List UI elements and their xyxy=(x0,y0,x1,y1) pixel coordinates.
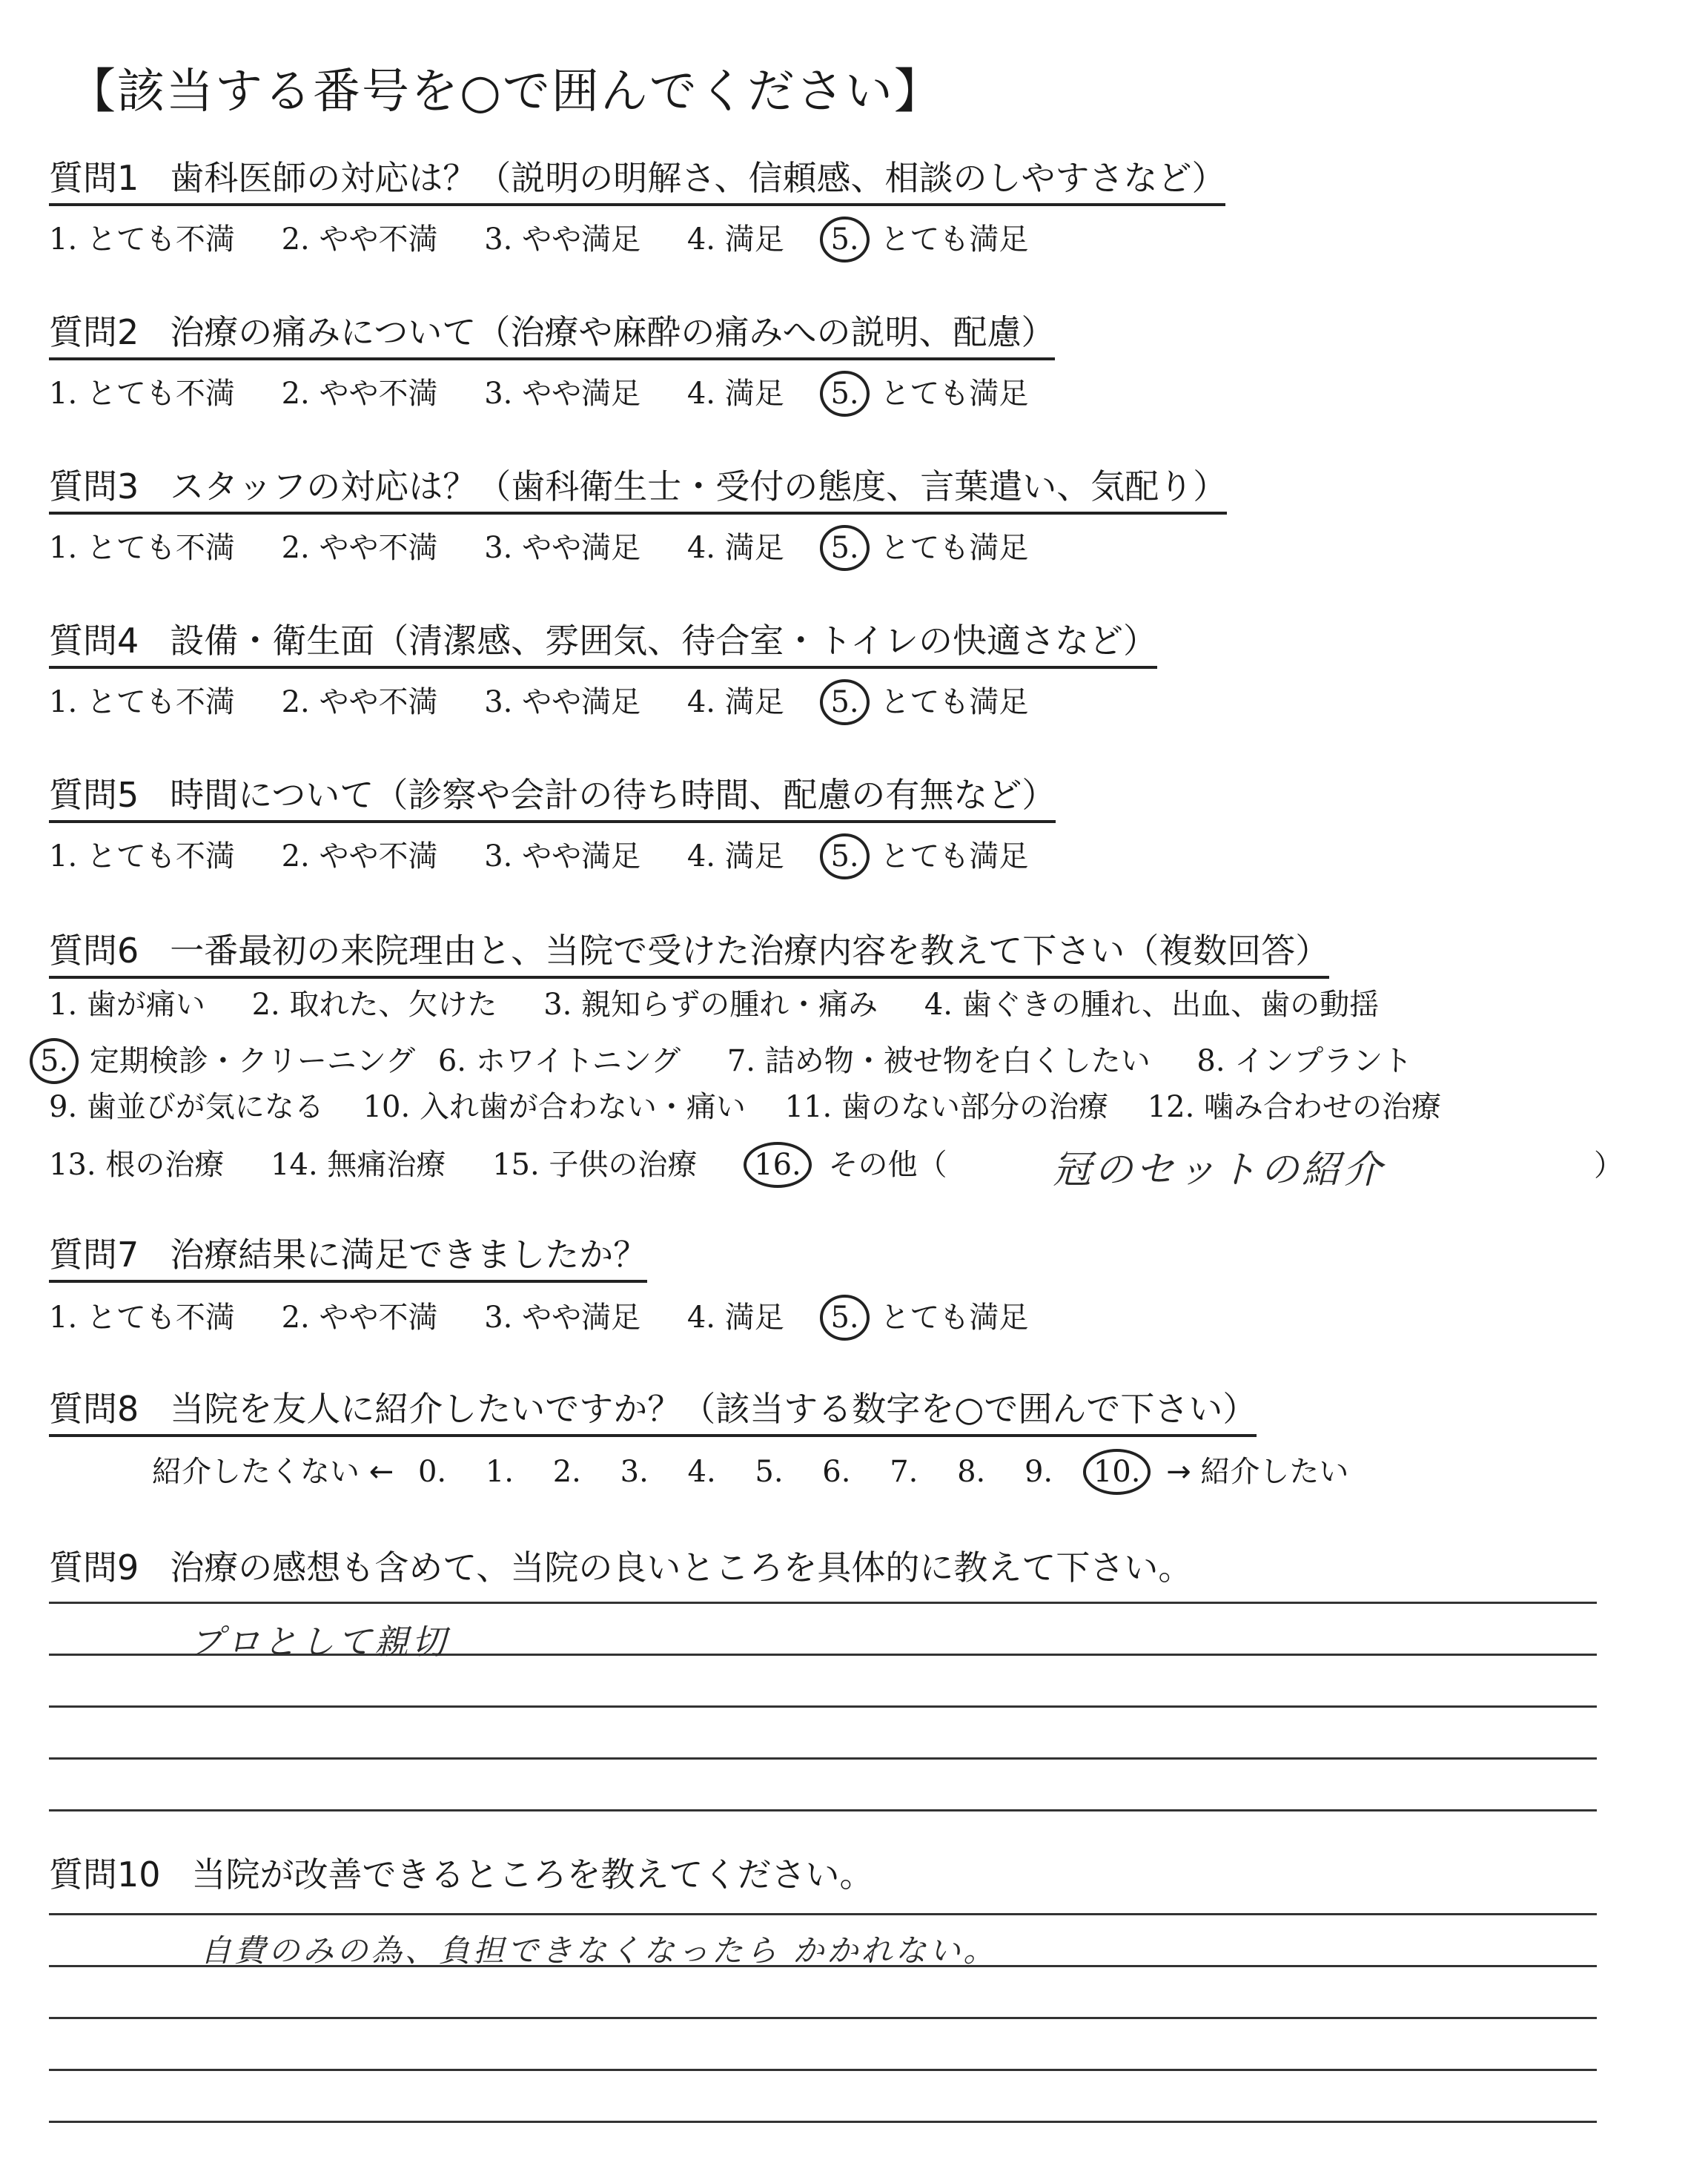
question-9-number: 質問9 xyxy=(49,1548,139,1588)
answer-line xyxy=(49,2069,1597,2071)
option-4[interactable]: 4. 満足 xyxy=(686,685,784,719)
question-8-title xyxy=(49,1388,1257,1437)
question-5-title xyxy=(49,774,1056,823)
question-3-title xyxy=(49,466,1227,515)
question-7-title xyxy=(49,1234,647,1283)
scale-point-9[interactable]: 9. xyxy=(1024,1455,1053,1489)
question-3-options xyxy=(49,525,1065,571)
option-1[interactable]: 1. とても不満 xyxy=(49,1301,235,1335)
reason-option-8[interactable]: 8. インプラント xyxy=(1196,1044,1413,1078)
option-5-label: とても満足 xyxy=(880,222,1029,257)
option-4[interactable]: 4. 満足 xyxy=(686,1301,784,1335)
reason-option-11[interactable]: 11. 歯のない部分の治療 xyxy=(784,1090,1108,1124)
question-6-row-3 xyxy=(49,1089,1441,1126)
reason-option-15[interactable]: 15. 子供の治療 xyxy=(492,1148,698,1182)
reason-option-3[interactable]: 3. 親知らずの腫れ・痛み xyxy=(543,988,878,1022)
reason-option-14[interactable]: 14. 無痛治療 xyxy=(271,1148,446,1182)
reason-option-16-selected[interactable] xyxy=(744,1142,813,1188)
option-3[interactable]: 3. やや満足 xyxy=(484,839,641,873)
reason-option-5-label: 定期検診・クリーニング xyxy=(89,1044,416,1078)
option-2[interactable]: 2. やや不満 xyxy=(281,531,438,565)
option-3[interactable]: 3. やや満足 xyxy=(484,1301,641,1335)
scale-point-5[interactable]: 5. xyxy=(755,1455,784,1489)
reason-option-10[interactable]: 10. 入れ歯が合わない・痛い xyxy=(363,1090,746,1124)
scale-right-label: → 紹介したい xyxy=(1166,1455,1349,1489)
reason-option-2[interactable]: 2. 取れた、欠けた xyxy=(251,988,497,1022)
option-3[interactable]: 3. やや満足 xyxy=(484,377,641,411)
option-3[interactable]: 3. やや満足 xyxy=(484,531,641,565)
option-1[interactable]: 1. とても不満 xyxy=(49,685,235,719)
question-4-title xyxy=(49,620,1157,669)
option-1[interactable]: 1. とても不満 xyxy=(49,222,235,257)
answer-line xyxy=(49,2017,1597,2019)
other-close-paren: ） xyxy=(1594,1149,1623,1183)
scale-point-0[interactable]: 0. xyxy=(417,1455,447,1489)
question-1-options xyxy=(49,217,1065,262)
option-4[interactable]: 4. 満足 xyxy=(686,222,784,257)
answer-line xyxy=(49,1602,1597,1604)
option-5-label: とても満足 xyxy=(880,839,1029,873)
option-4[interactable]: 4. 満足 xyxy=(686,377,784,411)
question-2-title xyxy=(49,311,1055,360)
reason-option-6[interactable]: 6. ホワイトニング xyxy=(437,1044,681,1078)
scale-point-1[interactable]: 1. xyxy=(485,1455,514,1489)
question-5-options xyxy=(49,833,1065,879)
selection-circle: 5. xyxy=(820,217,869,262)
answer-line xyxy=(49,1913,1597,1915)
answer-line xyxy=(49,2121,1597,2123)
question-10-title xyxy=(49,1854,874,1900)
scale-point-8[interactable]: 8. xyxy=(957,1455,986,1489)
recommend-scale xyxy=(152,1449,1348,1495)
option-4[interactable]: 4. 満足 xyxy=(686,839,784,873)
reason-option-9[interactable]: 9. 歯並びが気になる xyxy=(49,1090,324,1124)
other-label: その他（ xyxy=(828,1148,947,1182)
option-2[interactable]: 2. やや不満 xyxy=(281,377,438,411)
answer-line xyxy=(49,1757,1597,1760)
option-1[interactable]: 1. とても不満 xyxy=(49,839,235,873)
option-5-selected[interactable] xyxy=(830,371,1028,417)
scale-left-label: 紹介したくない ← xyxy=(152,1455,394,1489)
option-4[interactable]: 4. 満足 xyxy=(686,531,784,565)
answer-line xyxy=(49,1809,1597,1811)
option-5-label: とても満足 xyxy=(880,531,1029,565)
reason-option-5-selected[interactable] xyxy=(30,1038,415,1084)
selection-circle: 5. xyxy=(820,679,869,725)
selection-circle: 5. xyxy=(30,1038,79,1084)
question-5-number: 質問5 xyxy=(49,775,139,815)
question-1-title xyxy=(49,157,1225,206)
question-4-text: 設備・衛生面（清潔感、雰囲気、待合室・トイレの快適さなど） xyxy=(170,621,1157,661)
option-5-selected[interactable] xyxy=(830,833,1028,879)
option-5-label: とても満足 xyxy=(880,377,1029,411)
scale-point-10-selected[interactable]: 10. xyxy=(1083,1449,1151,1495)
question-10-text: 当院が改善できるところを教えてください。 xyxy=(191,1855,874,1895)
selection-circle: 5. xyxy=(820,371,869,417)
question-10-number: 質問10 xyxy=(49,1855,161,1895)
question-10-handwritten-answer[interactable]: 自費のみの為、負担できなくなったら かかれない。 xyxy=(200,1932,998,1969)
question-2-text: 治療の痛みについて（治療や麻酔の痛みへの説明、配慮） xyxy=(170,312,1056,352)
reason-option-13[interactable]: 13. 根の治療 xyxy=(49,1148,225,1182)
option-1[interactable]: 1. とても不満 xyxy=(49,377,235,411)
question-6-number: 質問6 xyxy=(49,931,139,971)
scale-point-3[interactable]: 3. xyxy=(620,1455,649,1489)
reason-option-4[interactable]: 4. 歯ぐきの腫れ、出血、歯の動揺 xyxy=(924,988,1380,1022)
selection-circle: 5. xyxy=(820,525,869,571)
question-3-text: スタッフの対応は？（歯科衛生士・受付の態度、言葉遣い、気配り） xyxy=(170,466,1228,506)
option-5-selected[interactable] xyxy=(830,1295,1028,1341)
question-3-number: 質問3 xyxy=(49,466,139,506)
selection-circle: 16. xyxy=(744,1142,812,1188)
option-5-selected[interactable] xyxy=(830,217,1028,262)
question-6-text: 一番最初の来院理由と、当院で受けた治療内容を教えて下さい（複数回答） xyxy=(170,931,1330,971)
question-7-number: 質問7 xyxy=(49,1235,139,1275)
option-2[interactable]: 2. やや不満 xyxy=(281,839,438,873)
question-7-text: 治療結果に満足できましたか？ xyxy=(170,1235,648,1275)
selection-circle: 5. xyxy=(820,1295,869,1341)
scale-point-2[interactable]: 2. xyxy=(552,1455,581,1489)
question-2-number: 質問2 xyxy=(49,312,139,352)
question-1-number: 質問1 xyxy=(49,158,139,198)
option-5-label: とても満足 xyxy=(880,1301,1029,1335)
scale-point-6[interactable]: 6. xyxy=(822,1455,851,1489)
option-3[interactable]: 3. やや満足 xyxy=(484,685,641,719)
option-5-selected[interactable] xyxy=(830,679,1028,725)
question-9-handwritten-answer[interactable]: プロとして親切 xyxy=(189,1622,448,1662)
question-4-number: 質問4 xyxy=(49,621,139,661)
option-5-label: とても満足 xyxy=(880,685,1029,719)
option-3[interactable]: 3. やや満足 xyxy=(484,222,641,257)
question-6-row-1 xyxy=(49,986,1416,1023)
question-8-text: 当院を友人に紹介したいですか？（該当する数字を○で囲んで下さい） xyxy=(170,1389,1257,1429)
question-9-title xyxy=(49,1547,1192,1593)
reason-option-1[interactable]: 1. 歯が痛い xyxy=(49,988,205,1022)
option-2[interactable]: 2. やや不満 xyxy=(281,1301,438,1335)
option-5-selected[interactable] xyxy=(830,525,1028,571)
option-2[interactable]: 2. やや不満 xyxy=(281,685,438,719)
option-2[interactable]: 2. やや不満 xyxy=(281,222,438,257)
question-2-options xyxy=(49,371,1065,417)
scale-point-7[interactable]: 7. xyxy=(890,1455,918,1489)
reason-option-12[interactable]: 12. 噛み合わせの治療 xyxy=(1147,1090,1442,1124)
form-header: 【該当する番号を○で囲んでください】 xyxy=(68,65,943,119)
question-6-row-4 xyxy=(49,1142,984,1188)
question-5-text: 時間について（診察や会計の待ち時間、配慮の有無など） xyxy=(170,775,1056,815)
option-1[interactable]: 1. とても不満 xyxy=(49,531,235,565)
question-7-options xyxy=(49,1295,1065,1341)
other-handwritten-answer[interactable]: 冠のセットの紹介 xyxy=(1053,1148,1386,1192)
question-1-text: 歯科医師の対応は？（説明の明解さ、信頼感、相談のしやすさなど） xyxy=(170,158,1226,198)
scale-point-4[interactable]: 4. xyxy=(687,1455,716,1489)
question-9-text: 治療の感想も含めて、当院の良いところを具体的に教えて下さい。 xyxy=(170,1548,1193,1588)
question-4-options xyxy=(49,679,1065,725)
answer-line xyxy=(49,1705,1597,1708)
question-6-row-2 xyxy=(30,1038,1449,1084)
question-8-number: 質問8 xyxy=(49,1389,139,1429)
selection-circle: 5. xyxy=(820,833,869,879)
question-6-title xyxy=(49,930,1329,979)
reason-option-7[interactable]: 7. 詰め物・被せ物を白くしたい xyxy=(726,1044,1151,1078)
